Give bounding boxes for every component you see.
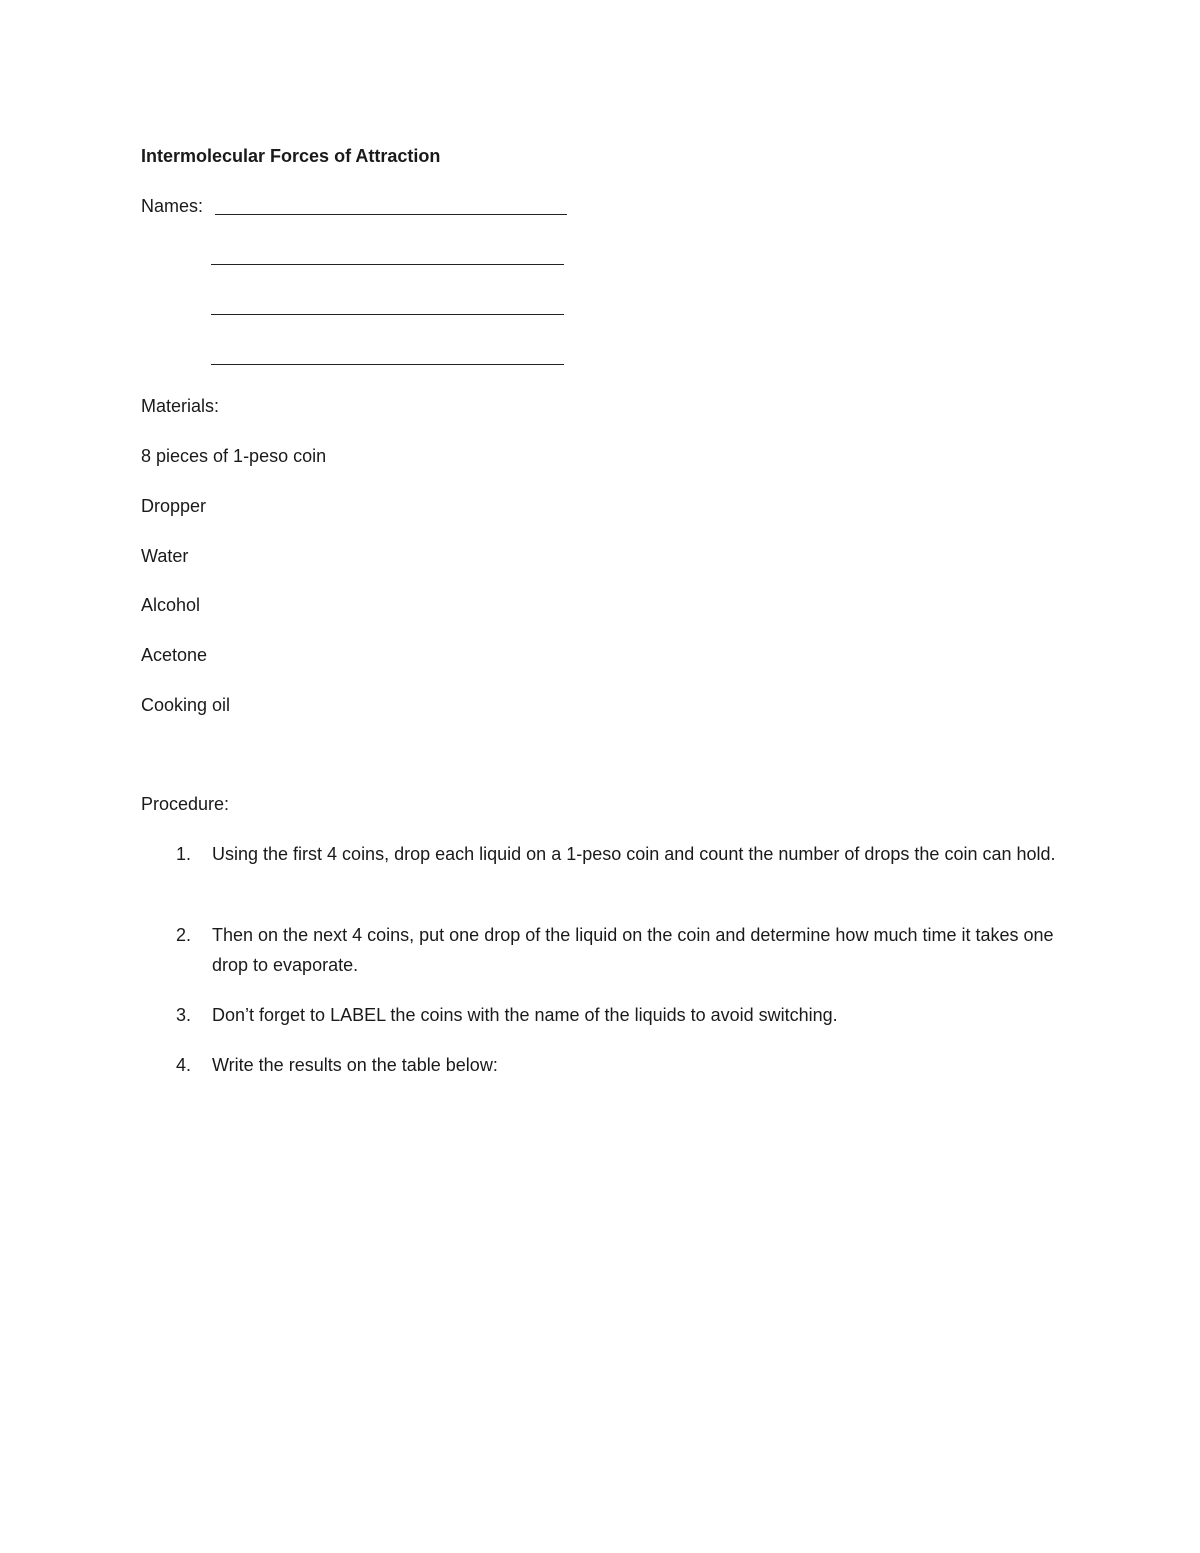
name-blank-line-1 [215,214,567,215]
material-item: Alcohol [141,595,201,615]
material-item: Dropper [141,496,207,516]
step-text: Don’t forget to LABEL the coins with the name of the liquids to avoid switching. [212,1005,838,1025]
name-blank-line-2 [211,264,564,265]
step-number: 1. [176,844,192,864]
material-item: Acetone [141,645,208,665]
document-title: Intermolecular Forces of Attraction [141,146,441,166]
step-number: 2. [176,925,192,945]
names-label: Names: [141,196,204,216]
step-text: Then on the next 4 coins, put one drop of the liquid on the coin and determine how much time it takes one drop to evaporate. [212,925,1054,975]
name-blank-line-4 [211,364,564,365]
material-item: Cooking oil [141,695,231,715]
step-text: Write the results on the table below: [212,1055,498,1075]
procedure-label: Procedure: [141,794,230,814]
name-blank-line-3 [211,314,564,315]
step-number: 4. [176,1055,192,1075]
material-item: Water [141,546,189,566]
step-text: Using the first 4 coins, drop each liquid on a 1-peso coin and count the number of drops the coin can hold. [212,844,1056,864]
material-item: 8 pieces of 1-peso coin [141,446,327,466]
materials-label: Materials: [141,396,220,416]
step-number: 3. [176,1005,192,1025]
